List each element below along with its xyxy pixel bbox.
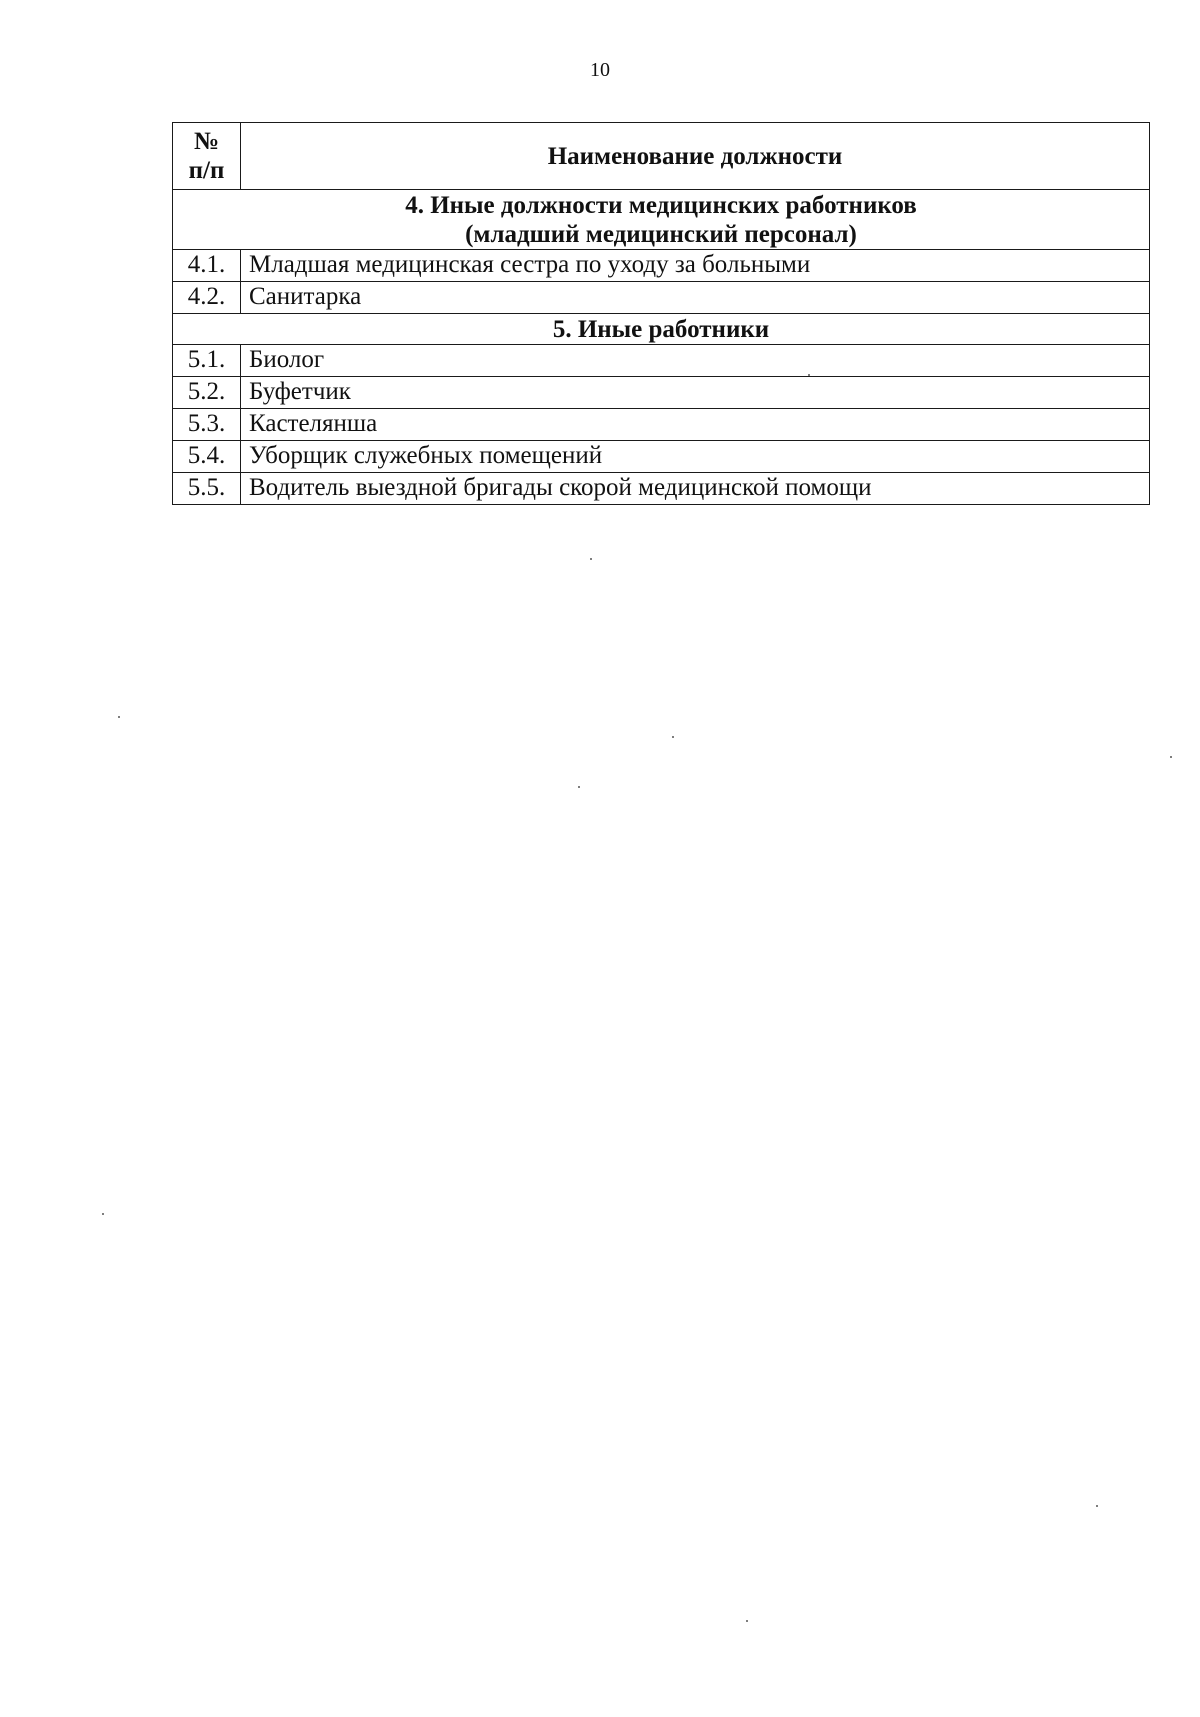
header-number-cell (173, 123, 241, 190)
row-position-title: Водитель выездной бригады скорой медицинской помощи (241, 473, 1150, 505)
row-position-title: Уборщик служебных помещений (241, 441, 1150, 473)
section-title-line: 5. Иные работники (552, 316, 770, 343)
header-number-abbr: п/п (188, 157, 225, 184)
header-title-cell: Наименование должности (241, 123, 1150, 190)
scan-speck (672, 736, 674, 738)
row-position-title: Младшая медицинская сестра по уходу за больными (241, 250, 1150, 282)
scan-speck (746, 1620, 748, 1622)
row-number: 5.2. (173, 377, 241, 409)
scan-speck (578, 786, 580, 788)
table-header-row (173, 123, 1150, 190)
row-position-title: Биолог (241, 345, 1150, 377)
scan-speck (1096, 1505, 1098, 1507)
table-row (173, 250, 1150, 282)
row-number: 5.1. (173, 345, 241, 377)
table-row (173, 282, 1150, 314)
table-row (173, 345, 1150, 377)
row-position-title: Буфетчик (241, 377, 1150, 409)
section-subtitle-line: (младший медицинский персонал) (465, 221, 857, 248)
row-number: 5.3. (173, 409, 241, 441)
row-number: 4.1. (173, 250, 241, 282)
scan-speck (590, 558, 592, 560)
section-title-line: 4. Иные должности медицинских работников (405, 192, 917, 219)
row-position-title: Кастелянша (241, 409, 1150, 441)
table-row (173, 409, 1150, 441)
scan-speck (118, 716, 120, 718)
table-row (173, 473, 1150, 505)
section-title-cell (173, 190, 1150, 250)
section-row (173, 190, 1150, 250)
header-number-symbol: № (193, 128, 220, 155)
row-number: 5.4. (173, 441, 241, 473)
section-title-cell (173, 314, 1150, 345)
table-row (173, 377, 1150, 409)
table-row (173, 441, 1150, 473)
row-position-title: Санитарка (241, 282, 1150, 314)
page-number: 10 (590, 59, 610, 81)
positions-table (172, 122, 1150, 505)
scan-speck (1170, 756, 1172, 758)
row-number: 4.2. (173, 282, 241, 314)
row-number: 5.5. (173, 473, 241, 505)
section-row (173, 314, 1150, 345)
scan-speck (102, 1213, 104, 1215)
scan-speck (808, 374, 810, 376)
